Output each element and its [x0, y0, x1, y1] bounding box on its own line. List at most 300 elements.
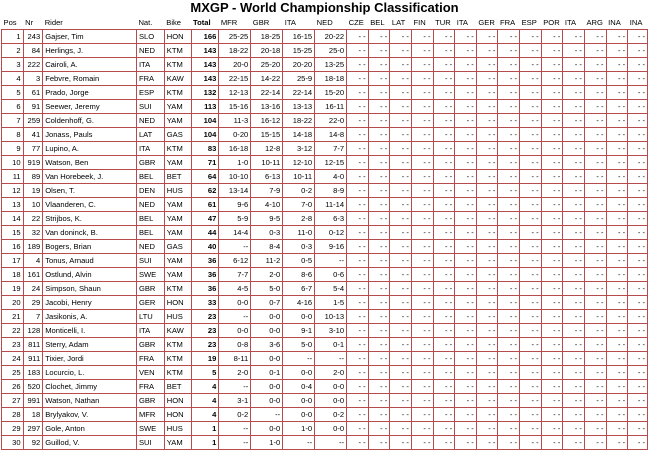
- number-cell: 243: [23, 30, 43, 44]
- rider-cell: Van Horebeek, J.: [43, 170, 137, 184]
- result-cell: - -: [563, 72, 585, 86]
- result-cell: - -: [520, 408, 542, 422]
- result-cell: - -: [368, 44, 390, 58]
- result-cell: 10-13: [315, 310, 347, 324]
- result-cell: - -: [476, 86, 498, 100]
- column-header: NED: [315, 16, 347, 30]
- result-cell: --: [283, 352, 315, 366]
- result-cell: - -: [628, 296, 648, 310]
- result-cell: - -: [455, 198, 477, 212]
- result-cell: - -: [476, 296, 498, 310]
- result-cell: - -: [390, 198, 412, 212]
- total-cell: 104: [191, 114, 219, 128]
- table-row: [2, 100, 648, 114]
- result-cell: - -: [433, 170, 455, 184]
- result-cell: 12-10: [283, 156, 315, 170]
- result-cell: - -: [411, 436, 433, 450]
- result-cell: - -: [411, 338, 433, 352]
- result-cell: - -: [476, 44, 498, 58]
- bike-cell: KTM: [164, 352, 191, 366]
- result-cell: 12-8: [251, 142, 283, 156]
- result-cell: - -: [390, 436, 412, 450]
- result-cell: - -: [368, 422, 390, 436]
- result-cell: - -: [498, 226, 520, 240]
- result-cell: - -: [606, 170, 628, 184]
- result-cell: 4-5: [219, 282, 251, 296]
- result-cell: - -: [541, 282, 563, 296]
- result-cell: 0-0: [283, 366, 315, 380]
- result-cell: --: [219, 310, 251, 324]
- result-cell: --: [251, 408, 283, 422]
- result-cell: - -: [498, 30, 520, 44]
- result-cell: - -: [606, 44, 628, 58]
- result-cell: - -: [584, 282, 606, 296]
- table-row: [2, 310, 648, 324]
- result-cell: - -: [520, 86, 542, 100]
- result-cell: - -: [498, 282, 520, 296]
- number-cell: 19: [23, 184, 43, 198]
- result-cell: - -: [368, 296, 390, 310]
- result-cell: 12-13: [219, 86, 251, 100]
- table-row: [2, 170, 648, 184]
- result-cell: - -: [606, 86, 628, 100]
- result-cell: - -: [368, 240, 390, 254]
- nation-cell: GBR: [136, 338, 164, 352]
- bike-cell: HUS: [164, 310, 191, 324]
- rider-cell: Monticelli, I.: [43, 324, 137, 338]
- result-cell: - -: [563, 380, 585, 394]
- number-cell: 32: [23, 226, 43, 240]
- result-cell: - -: [433, 114, 455, 128]
- result-cell: - -: [563, 128, 585, 142]
- result-cell: - -: [433, 394, 455, 408]
- result-cell: - -: [628, 212, 648, 226]
- result-cell: - -: [628, 170, 648, 184]
- result-cell: - -: [520, 296, 542, 310]
- rider-cell: Guillod, V.: [43, 436, 137, 450]
- result-cell: - -: [563, 352, 585, 366]
- total-cell: 23: [191, 338, 219, 352]
- result-cell: - -: [455, 338, 477, 352]
- nation-cell: GER: [136, 296, 164, 310]
- column-header: ESP: [520, 16, 542, 30]
- number-cell: 3: [23, 72, 43, 86]
- result-cell: - -: [347, 338, 369, 352]
- result-cell: - -: [606, 380, 628, 394]
- result-cell: - -: [368, 408, 390, 422]
- result-cell: - -: [606, 198, 628, 212]
- result-cell: - -: [476, 114, 498, 128]
- pos-cell: 1: [2, 30, 24, 44]
- result-cell: - -: [628, 100, 648, 114]
- result-cell: - -: [433, 310, 455, 324]
- result-cell: - -: [476, 142, 498, 156]
- pos-cell: 15: [2, 226, 24, 240]
- result-cell: --: [315, 352, 347, 366]
- result-cell: - -: [411, 254, 433, 268]
- result-cell: 0-1: [315, 338, 347, 352]
- result-cell: - -: [584, 170, 606, 184]
- result-cell: - -: [433, 100, 455, 114]
- result-cell: 0-0: [219, 296, 251, 310]
- result-cell: - -: [347, 226, 369, 240]
- result-cell: - -: [606, 394, 628, 408]
- rider-cell: Tonus, Arnaud: [43, 254, 137, 268]
- column-header: Pos: [2, 16, 24, 30]
- result-cell: - -: [433, 422, 455, 436]
- result-cell: - -: [520, 72, 542, 86]
- result-cell: - -: [520, 338, 542, 352]
- result-cell: 0-3: [251, 226, 283, 240]
- result-cell: - -: [606, 142, 628, 156]
- result-cell: - -: [563, 226, 585, 240]
- result-cell: - -: [390, 72, 412, 86]
- nation-cell: SUI: [136, 254, 164, 268]
- total-cell: 4: [191, 408, 219, 422]
- nation-cell: VEN: [136, 366, 164, 380]
- rider-cell: Prado, Jorge: [43, 86, 137, 100]
- result-cell: - -: [347, 86, 369, 100]
- result-cell: - -: [606, 100, 628, 114]
- nation-cell: SLO: [136, 30, 164, 44]
- result-cell: - -: [455, 156, 477, 170]
- table-row: [2, 240, 648, 254]
- rider-cell: Jasikonis, A.: [43, 310, 137, 324]
- result-cell: - -: [520, 254, 542, 268]
- result-cell: 11-3: [219, 114, 251, 128]
- result-cell: - -: [520, 226, 542, 240]
- result-cell: - -: [347, 30, 369, 44]
- result-cell: 0-2: [283, 184, 315, 198]
- result-cell: - -: [606, 226, 628, 240]
- result-cell: - -: [498, 58, 520, 72]
- result-cell: 13-16: [251, 100, 283, 114]
- result-cell: 7-9: [251, 184, 283, 198]
- number-cell: 128: [23, 324, 43, 338]
- result-cell: - -: [520, 156, 542, 170]
- number-cell: 161: [23, 268, 43, 282]
- result-cell: - -: [541, 366, 563, 380]
- bike-cell: YAM: [164, 156, 191, 170]
- result-cell: - -: [628, 338, 648, 352]
- result-cell: - -: [347, 198, 369, 212]
- number-cell: 520: [23, 380, 43, 394]
- result-cell: 4-0: [315, 170, 347, 184]
- nation-cell: ITA: [136, 324, 164, 338]
- result-cell: - -: [347, 296, 369, 310]
- result-cell: - -: [498, 380, 520, 394]
- result-cell: - -: [368, 254, 390, 268]
- column-header: INA: [628, 16, 648, 30]
- result-cell: - -: [541, 380, 563, 394]
- result-cell: 10-11: [251, 156, 283, 170]
- result-cell: - -: [541, 408, 563, 422]
- result-cell: - -: [584, 226, 606, 240]
- bike-cell: KAW: [164, 72, 191, 86]
- result-cell: 8-4: [251, 240, 283, 254]
- total-cell: 47: [191, 212, 219, 226]
- number-cell: 24: [23, 282, 43, 296]
- result-cell: 0-0: [283, 408, 315, 422]
- result-cell: - -: [390, 184, 412, 198]
- result-cell: - -: [498, 170, 520, 184]
- result-cell: 20-20: [283, 58, 315, 72]
- result-cell: 18-25: [251, 30, 283, 44]
- result-cell: - -: [433, 44, 455, 58]
- table-row: [2, 338, 648, 352]
- result-cell: - -: [347, 240, 369, 254]
- result-cell: - -: [498, 100, 520, 114]
- result-cell: - -: [606, 72, 628, 86]
- nation-cell: ITA: [136, 58, 164, 72]
- result-cell: - -: [433, 338, 455, 352]
- result-cell: - -: [455, 72, 477, 86]
- result-cell: 14-22: [251, 72, 283, 86]
- rider-cell: Van doninck, B.: [43, 226, 137, 240]
- result-cell: - -: [455, 30, 477, 44]
- result-cell: - -: [476, 198, 498, 212]
- column-header: FIN: [411, 16, 433, 30]
- result-cell: - -: [584, 296, 606, 310]
- result-cell: - -: [390, 408, 412, 422]
- result-cell: - -: [390, 254, 412, 268]
- bike-cell: KTM: [164, 338, 191, 352]
- result-cell: --: [219, 422, 251, 436]
- result-cell: - -: [390, 100, 412, 114]
- result-cell: - -: [584, 310, 606, 324]
- result-cell: - -: [606, 58, 628, 72]
- result-cell: --: [315, 254, 347, 268]
- pos-cell: 20: [2, 296, 24, 310]
- result-cell: - -: [455, 128, 477, 142]
- result-cell: 11-14: [315, 198, 347, 212]
- result-cell: - -: [606, 366, 628, 380]
- result-cell: 25-0: [315, 44, 347, 58]
- bike-cell: BET: [164, 170, 191, 184]
- result-cell: 22-14: [283, 86, 315, 100]
- table-row: [2, 380, 648, 394]
- result-cell: 2-0: [219, 366, 251, 380]
- bike-cell: YAM: [164, 254, 191, 268]
- result-cell: - -: [390, 128, 412, 142]
- result-cell: - -: [520, 282, 542, 296]
- total-cell: 61: [191, 198, 219, 212]
- result-cell: - -: [498, 198, 520, 212]
- result-cell: 1-0: [283, 422, 315, 436]
- total-cell: 40: [191, 240, 219, 254]
- result-cell: 6-7: [283, 282, 315, 296]
- rider-cell: Tixier, Jordi: [43, 352, 137, 366]
- result-cell: - -: [347, 394, 369, 408]
- result-cell: - -: [368, 324, 390, 338]
- result-cell: - -: [411, 226, 433, 240]
- result-cell: - -: [390, 352, 412, 366]
- result-cell: - -: [368, 380, 390, 394]
- rider-cell: Locurcio, L.: [43, 366, 137, 380]
- result-cell: 9-5: [251, 212, 283, 226]
- result-cell: - -: [563, 212, 585, 226]
- result-cell: - -: [368, 310, 390, 324]
- result-cell: - -: [455, 142, 477, 156]
- result-cell: - -: [476, 268, 498, 282]
- result-cell: - -: [390, 324, 412, 338]
- nation-cell: BEL: [136, 212, 164, 226]
- result-cell: 8-9: [315, 184, 347, 198]
- result-cell: - -: [520, 100, 542, 114]
- table-row: [2, 142, 648, 156]
- result-cell: - -: [628, 240, 648, 254]
- nation-cell: SWE: [136, 268, 164, 282]
- pos-cell: 30: [2, 436, 24, 450]
- bike-cell: GAS: [164, 128, 191, 142]
- result-cell: - -: [584, 394, 606, 408]
- nation-cell: SUI: [136, 436, 164, 450]
- result-cell: 13-25: [315, 58, 347, 72]
- result-cell: - -: [455, 380, 477, 394]
- result-cell: - -: [563, 58, 585, 72]
- result-cell: 8-6: [283, 268, 315, 282]
- pos-cell: 18: [2, 268, 24, 282]
- result-cell: 0-12: [315, 226, 347, 240]
- result-cell: 10-10: [219, 170, 251, 184]
- bike-cell: KTM: [164, 86, 191, 100]
- column-header: MFR: [219, 16, 251, 30]
- column-header: FRA: [498, 16, 520, 30]
- result-cell: - -: [347, 72, 369, 86]
- result-cell: 13-14: [219, 184, 251, 198]
- result-cell: - -: [563, 310, 585, 324]
- result-cell: - -: [541, 226, 563, 240]
- result-cell: - -: [520, 212, 542, 226]
- result-cell: - -: [584, 408, 606, 422]
- result-cell: - -: [411, 268, 433, 282]
- pos-cell: 11: [2, 170, 24, 184]
- table-row: [2, 226, 648, 240]
- result-cell: - -: [584, 128, 606, 142]
- bike-cell: KAW: [164, 324, 191, 338]
- result-cell: - -: [628, 58, 648, 72]
- result-cell: 25-9: [283, 72, 315, 86]
- result-cell: - -: [476, 310, 498, 324]
- result-cell: 3-6: [251, 338, 283, 352]
- nation-cell: ITA: [136, 142, 164, 156]
- rider-cell: Herlings, J.: [43, 44, 137, 58]
- pos-cell: 14: [2, 212, 24, 226]
- result-cell: - -: [541, 30, 563, 44]
- pos-cell: 21: [2, 310, 24, 324]
- number-cell: 92: [23, 436, 43, 450]
- result-cell: - -: [628, 352, 648, 366]
- result-cell: - -: [584, 380, 606, 394]
- result-cell: - -: [390, 30, 412, 44]
- result-cell: - -: [498, 366, 520, 380]
- result-cell: - -: [433, 324, 455, 338]
- total-cell: 23: [191, 310, 219, 324]
- total-cell: 143: [191, 44, 219, 58]
- result-cell: - -: [584, 352, 606, 366]
- result-cell: 5-4: [315, 282, 347, 296]
- result-cell: - -: [584, 72, 606, 86]
- result-cell: 3-1: [219, 394, 251, 408]
- result-cell: - -: [628, 30, 648, 44]
- result-cell: - -: [563, 170, 585, 184]
- rider-cell: Olsen, T.: [43, 184, 137, 198]
- result-cell: - -: [368, 128, 390, 142]
- result-cell: - -: [498, 436, 520, 450]
- result-cell: - -: [606, 184, 628, 198]
- result-cell: - -: [455, 366, 477, 380]
- result-cell: - -: [455, 44, 477, 58]
- total-cell: 166: [191, 30, 219, 44]
- pos-cell: 28: [2, 408, 24, 422]
- result-cell: - -: [541, 324, 563, 338]
- result-cell: - -: [347, 170, 369, 184]
- result-cell: - -: [455, 296, 477, 310]
- result-cell: - -: [520, 380, 542, 394]
- pos-cell: 4: [2, 72, 24, 86]
- nation-cell: SUI: [136, 100, 164, 114]
- result-cell: - -: [433, 226, 455, 240]
- result-cell: - -: [476, 366, 498, 380]
- result-cell: - -: [455, 436, 477, 450]
- result-cell: 0-8: [219, 338, 251, 352]
- rider-cell: Ostlund, Alvin: [43, 268, 137, 282]
- result-cell: - -: [411, 310, 433, 324]
- result-cell: - -: [390, 86, 412, 100]
- result-cell: - -: [541, 422, 563, 436]
- total-cell: 5: [191, 366, 219, 380]
- result-cell: - -: [541, 128, 563, 142]
- result-cell: - -: [563, 282, 585, 296]
- result-cell: - -: [411, 212, 433, 226]
- bike-cell: HON: [164, 408, 191, 422]
- result-cell: 16-12: [251, 114, 283, 128]
- column-header: Nr: [23, 16, 43, 30]
- nation-cell: BEL: [136, 170, 164, 184]
- result-cell: - -: [498, 142, 520, 156]
- bike-cell: GAS: [164, 240, 191, 254]
- result-cell: - -: [390, 156, 412, 170]
- result-cell: - -: [476, 184, 498, 198]
- result-cell: - -: [498, 156, 520, 170]
- result-cell: - -: [541, 268, 563, 282]
- result-cell: 1-5: [315, 296, 347, 310]
- result-cell: - -: [347, 408, 369, 422]
- bike-cell: YAM: [164, 268, 191, 282]
- result-cell: - -: [628, 72, 648, 86]
- result-cell: - -: [584, 254, 606, 268]
- result-cell: - -: [390, 212, 412, 226]
- result-cell: - -: [455, 114, 477, 128]
- number-cell: 18: [23, 408, 43, 422]
- result-cell: - -: [584, 30, 606, 44]
- result-cell: - -: [584, 338, 606, 352]
- pos-cell: 25: [2, 366, 24, 380]
- result-cell: 5-0: [283, 338, 315, 352]
- result-cell: - -: [606, 128, 628, 142]
- result-cell: - -: [541, 58, 563, 72]
- result-cell: - -: [455, 324, 477, 338]
- pos-cell: 26: [2, 380, 24, 394]
- result-cell: - -: [433, 254, 455, 268]
- result-cell: 1-0: [219, 156, 251, 170]
- result-cell: - -: [584, 212, 606, 226]
- result-cell: - -: [368, 170, 390, 184]
- column-header: TUR: [433, 16, 455, 30]
- rider-cell: Watson, Nathan: [43, 394, 137, 408]
- result-cell: - -: [368, 58, 390, 72]
- total-cell: 33: [191, 296, 219, 310]
